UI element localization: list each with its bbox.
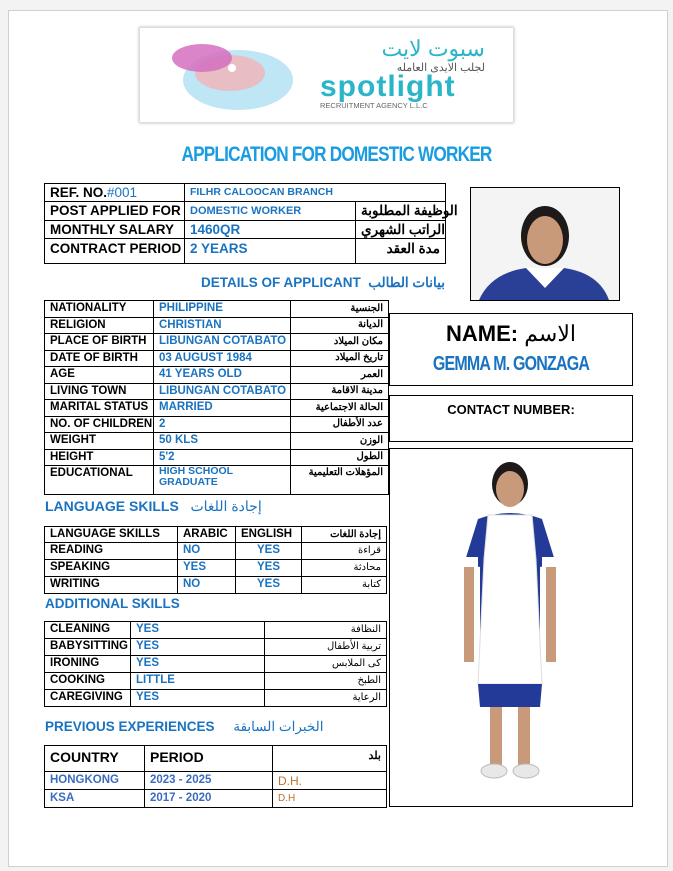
row-arabic: كتابة: [302, 577, 387, 594]
col-header: بلد: [273, 746, 387, 772]
skill-label: WRITING: [45, 577, 178, 594]
details-title: DETAILS OF APPLICANT بيانات الطالب: [201, 275, 445, 290]
row-value: LIBUNGAN COTABATO: [154, 383, 291, 400]
row-value: 5'2: [154, 449, 291, 466]
row-arabic: الراتب الشهري: [356, 221, 446, 239]
row-arabic: محادثة: [302, 560, 387, 577]
row-arabic: الجنسية: [291, 301, 389, 318]
row-label: RELIGION: [45, 317, 154, 334]
table-row: [45, 622, 387, 639]
table-row: [45, 416, 389, 433]
col-header: ARABIC: [178, 527, 236, 543]
row-label: EDUCATIONAL: [45, 466, 154, 495]
table-row: [45, 543, 387, 560]
row-label: WEIGHT: [45, 433, 154, 450]
row-arabic: المؤهلات التعليمية: [291, 466, 389, 495]
row-value: 1460QR: [185, 221, 356, 239]
skill-label: IRONING: [45, 656, 131, 673]
skill-label: READING: [45, 543, 178, 560]
row-label: LIVING TOWN: [45, 383, 154, 400]
row-arabic: تاريخ الميلاد: [291, 350, 389, 367]
table-row: [45, 334, 389, 351]
row-arabic: قراءة: [302, 543, 387, 560]
person-full-body-icon: [390, 449, 632, 806]
row-arabic: مدينة الاقامة: [291, 383, 389, 400]
table-row: [45, 301, 389, 318]
skill-label: CAREGIVING: [45, 690, 131, 707]
row-label: AGE: [45, 367, 154, 384]
row-arabic: الحالة الاجتماعية: [291, 400, 389, 417]
language-table: [44, 526, 387, 594]
contact-label: CONTACT NUMBER:: [447, 402, 575, 417]
contact-box: [389, 395, 633, 442]
table-row: [45, 560, 387, 577]
name-box: [389, 313, 633, 386]
row-value: PHILIPPINE: [154, 301, 291, 318]
table-row: [45, 690, 387, 707]
row-value: MARRIED: [154, 400, 291, 417]
row-label: CONTRACT PERIOD: [45, 239, 185, 264]
row-value: DOMESTIC WORKER: [185, 202, 356, 221]
country: HONGKONG: [45, 772, 145, 790]
col-header: COUNTRY: [45, 746, 145, 772]
row-label: POST APPLIED FOR: [45, 202, 185, 221]
table-row: [45, 466, 389, 495]
row-label: DATE OF BIRTH: [45, 350, 154, 367]
experience-table: [44, 745, 387, 808]
row-arabic: الديانة: [291, 317, 389, 334]
english-level: YES: [236, 543, 302, 560]
col-header: إجادة اللغات: [302, 527, 387, 543]
details-table: [44, 300, 389, 495]
row-arabic: كى الملابس: [265, 656, 387, 673]
row-label: PLACE OF BIRTH: [45, 334, 154, 351]
row-arabic: الطبخ: [265, 673, 387, 690]
row-value: 2: [154, 416, 291, 433]
logo-arabic-2: لجلب الايدى العامله: [396, 62, 485, 74]
experience-title: PREVIOUS EXPERIENCES الخبرات السابقة: [45, 719, 324, 734]
logo-subtitle: RECRUITMENT AGENCY L.L.C: [320, 101, 428, 110]
skill-label: CLEANING: [45, 622, 131, 639]
arabic-level: NO: [178, 543, 236, 560]
table-row: [45, 350, 389, 367]
row-arabic: الوزن: [291, 433, 389, 450]
row-label: HEIGHT: [45, 449, 154, 466]
english-level: YES: [236, 560, 302, 577]
logo-brand: spotlight: [320, 70, 456, 103]
position: D.H: [273, 790, 387, 808]
row-value: 50 KLS: [154, 433, 291, 450]
table-row: [45, 449, 389, 466]
full-body-photo: [389, 448, 633, 807]
agency-logo: [139, 27, 514, 123]
skill-label: SPEAKING: [45, 560, 178, 577]
additional-skills-table: [44, 621, 387, 707]
page-title: APPLICATION FOR DOMESTIC WORKER: [181, 143, 492, 166]
skill-label: BABYSITTING: [45, 639, 131, 656]
row-arabic: الطول: [291, 449, 389, 466]
row-arabic: الوظيفة المطلوبة: [356, 202, 446, 221]
skill-value: YES: [131, 622, 265, 639]
table-row: [45, 790, 387, 808]
branch: FILHR CALOOCAN BRANCH: [185, 184, 446, 202]
skill-value: LITTLE: [131, 673, 265, 690]
table-row: [45, 639, 387, 656]
row-value: 03 AUGUST 1984: [154, 350, 291, 367]
table-row: [45, 367, 389, 384]
table-row: [45, 317, 389, 334]
table-row: [45, 772, 387, 790]
language-title: LANGUAGE SKILLS إجادة اللغات: [45, 498, 262, 514]
row-value: 2 YEARS: [185, 239, 356, 264]
table-row: [45, 400, 389, 417]
skill-value: YES: [131, 690, 265, 707]
table-row: [45, 656, 387, 673]
english-level: YES: [236, 577, 302, 594]
additional-title: ADDITIONAL SKILLS: [45, 596, 180, 611]
col-header: LANGUAGE SKILLS: [45, 527, 178, 543]
person-headshot-icon: [471, 188, 619, 300]
row-label: MARITAL STATUS: [45, 400, 154, 417]
logo-arabic-1: سبوت لايت: [381, 36, 485, 61]
row-arabic: النظافة: [265, 622, 387, 639]
row-arabic: الرعاية: [265, 690, 387, 707]
headshot-photo: [470, 187, 620, 301]
row-label: MONTHLY SALARY: [45, 221, 185, 239]
header-table: [44, 183, 458, 264]
skill-value: YES: [131, 639, 265, 656]
position: D.H.: [273, 772, 387, 790]
period: 2017 - 2020: [145, 790, 273, 808]
row-arabic: مكان الميلاد: [291, 334, 389, 351]
skill-value: YES: [131, 656, 265, 673]
arabic-level: NO: [178, 577, 236, 594]
row-value: CHRISTIAN: [154, 317, 291, 334]
row-value: LIBUNGAN COTABATO: [154, 334, 291, 351]
table-row: [45, 433, 389, 450]
col-header: ENGLISH: [236, 527, 302, 543]
table-row: [45, 527, 387, 543]
row-label: NO. OF CHILDREN: [45, 416, 154, 433]
row-value: HIGH SCHOOL GRADUATE: [154, 466, 291, 495]
row-value: 41 YEARS OLD: [154, 367, 291, 384]
ref-label: REF. NO.: [50, 184, 108, 200]
skill-label: COOKING: [45, 673, 131, 690]
row-arabic: تربية الأطفال: [265, 639, 387, 656]
arabic-level: YES: [178, 560, 236, 577]
row-arabic: مدة العقد: [356, 239, 446, 264]
table-row: [45, 673, 387, 690]
applicant-name: GEMMA M. GONZAGA: [432, 353, 590, 375]
period: 2023 - 2025: [145, 772, 273, 790]
table-row: [45, 383, 389, 400]
col-header: PERIOD: [145, 746, 273, 772]
name-label: NAME: الاسم: [446, 321, 576, 346]
table-row: [45, 577, 387, 594]
row-arabic: العمر: [291, 367, 389, 384]
row-arabic: عدد الأطفال: [291, 416, 389, 433]
ref-value: #001: [107, 184, 138, 200]
country: KSA: [45, 790, 145, 808]
row-label: NATIONALITY: [45, 301, 154, 318]
